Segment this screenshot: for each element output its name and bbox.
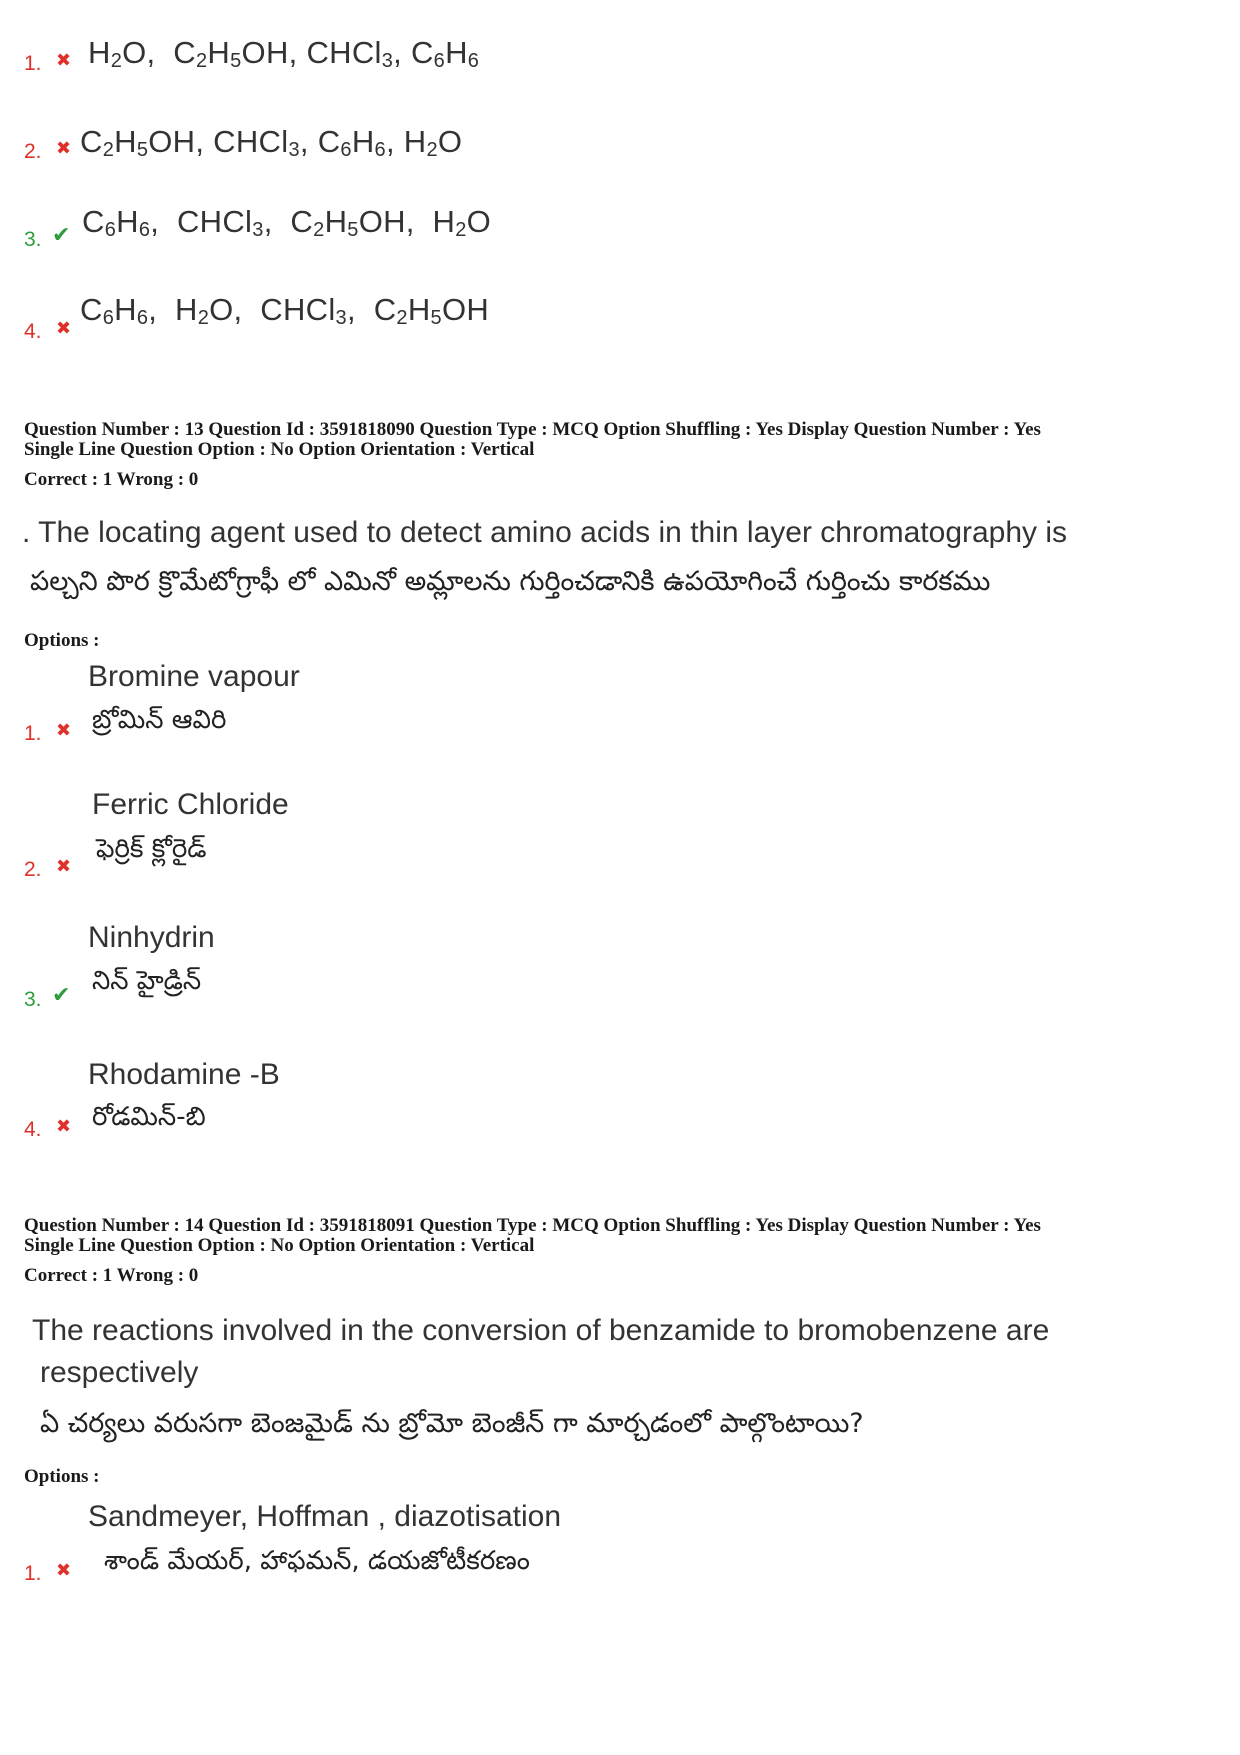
prev-option-3 <box>24 222 71 252</box>
option-2-marker <box>24 856 72 882</box>
option-2-text-en: Ferric Chloride <box>92 788 289 821</box>
option-4-marker <box>24 1116 72 1142</box>
check-mark-icon: ✔ <box>52 982 71 1007</box>
option-number: 2. <box>24 140 42 163</box>
question-meta-line-1: Question Number : 13 Question Id : 3591818090 Question Type : MCQ Option Shuffling : Yes Display Question Number : Yes <box>24 419 1041 440</box>
option-number: 3. <box>24 988 42 1011</box>
question-text-en-line-2: respectively <box>40 1356 199 1389</box>
question-text-en-line-1: The reactions involved in the conversion of benzamide to bromobenzene are <box>32 1314 1050 1347</box>
option-number: 4. <box>24 1118 42 1141</box>
question-meta-score: Correct : 1 Wrong : 0 <box>24 1265 199 1286</box>
option-1-marker <box>24 1560 72 1586</box>
prev-option-4-formula: $C_6H_6$, $H_2O$, CHCl$_3$, $C_2H_5OH$ <box>80 292 490 329</box>
wrong-mark-icon: ✖ <box>56 720 72 740</box>
prev-option-1 <box>24 50 72 76</box>
question-meta-line-2: Single Line Question Option : No Option Orientation : Vertical <box>24 1235 535 1256</box>
option-number: 1. <box>24 722 42 745</box>
option-number: 4. <box>24 320 42 343</box>
question-text-en: . The locating agent used to detect amino acids in thin layer chromatography is <box>22 516 1068 549</box>
option-number: 1. <box>24 52 42 75</box>
check-mark-icon: ✔ <box>52 222 71 247</box>
wrong-mark-icon: ✖ <box>56 138 72 158</box>
wrong-mark-icon: ✖ <box>56 856 72 876</box>
prev-option-4 <box>24 318 72 344</box>
option-number: 1. <box>24 1562 42 1585</box>
option-number: 3. <box>24 228 42 251</box>
options-label: Options : <box>24 630 100 651</box>
option-1-text-te: శాండ్ మేయర్, హాఫమన్, డయజోటీకరణం <box>104 1546 530 1576</box>
question-meta-line-1: Question Number : 14 Question Id : 3591818091 Question Type : MCQ Option Shuffling : Yes Display Question Number : Yes <box>24 1215 1041 1236</box>
option-4-text-en: Rhodamine -B <box>88 1058 280 1091</box>
question-meta-line-2: Single Line Question Option : No Option Orientation : Vertical <box>24 439 535 460</box>
wrong-mark-icon: ✖ <box>56 318 72 338</box>
wrong-mark-icon: ✖ <box>56 1116 72 1136</box>
option-4-text-te: రోడమిన్-బి <box>92 1102 206 1132</box>
prev-option-2-formula: $C_2H_5OH$, CHCl$_3$, $C_6H_6$, $H_2O$ <box>80 124 463 161</box>
options-label: Options : <box>24 1466 100 1487</box>
prev-option-2 <box>24 138 72 164</box>
option-1-marker <box>24 720 72 746</box>
option-3-text-te: నిన్ హైడ్రిన్ <box>92 966 202 996</box>
prev-option-1-formula: $H_2O$, $C_2H_5OH$, CHCl$_3$, $C_6H_6$ <box>88 35 480 72</box>
option-1-text-en: Sandmeyer, Hoffman , diazotisation <box>88 1500 562 1533</box>
option-3-marker <box>24 982 71 1012</box>
option-2-text-te: ఫెర్రిక్ క్లోరైడ్ <box>96 834 207 864</box>
option-1-text-te: బ్రోమిన్ ఆవిరి <box>92 705 227 735</box>
option-1-text-en: Bromine vapour <box>88 660 300 693</box>
prev-option-3-formula: $C_6H_6$, CHCl$_3$, $C_2H_5OH$, $H_2O$ <box>82 204 492 241</box>
question-text-te: పల్చని పొర క్రొమేటోగ్రాఫీ లో ఎమినో అమ్లాలను గుర్తించడానికి ఉపయోగించే గుర్తించు కారకము <box>30 566 991 597</box>
wrong-mark-icon: ✖ <box>56 1560 72 1580</box>
option-number: 2. <box>24 858 42 881</box>
option-3-text-en: Ninhydrin <box>88 921 215 954</box>
wrong-mark-icon: ✖ <box>56 50 72 70</box>
question-text-te: ఏ చర్యలు వరుసగా బెంజమైడ్ ను బ్రోమో బెంజీన్ గా మార్చడంలో పాల్గొంటాయి? <box>40 1408 864 1439</box>
question-meta-score: Correct : 1 Wrong : 0 <box>24 469 199 490</box>
